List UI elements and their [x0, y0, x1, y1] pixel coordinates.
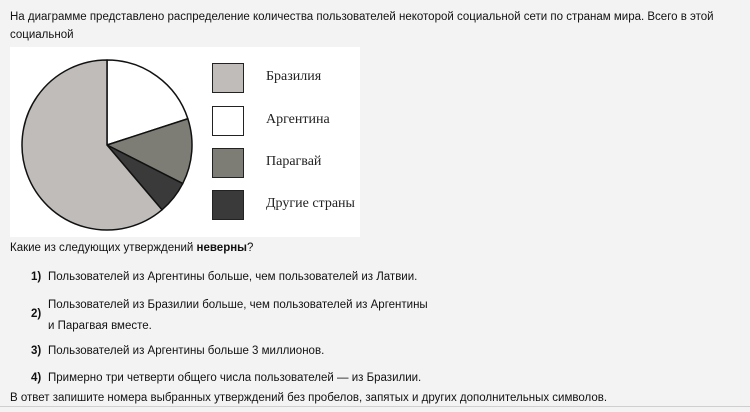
- option-4-number: 4): [31, 372, 42, 384]
- legend-label-paraguay: Парагвай: [266, 154, 322, 169]
- question-prefix: Какие из следующих утверждений: [10, 242, 197, 254]
- option-4-line-1: Примерно три четверти общего числа пользователей — из Бразилии.: [48, 372, 422, 384]
- intro-line-1: На диаграмме представлено распределение количества пользователей некоторой социальной сети по странам мира. Всего в этой социальной: [10, 11, 714, 41]
- legend-swatch-other: [212, 190, 244, 220]
- legend-swatch-paraguay: [212, 148, 244, 178]
- legend-swatch-argentina: [212, 106, 244, 136]
- option-1-text: [48, 268, 428, 286]
- option-4-text: [48, 369, 428, 387]
- legend-label-argentina: Аргентина: [266, 112, 330, 127]
- option-1-line-1: Пользователей из Аргентины больше, чем пользователей из Латвии.: [48, 271, 418, 283]
- pie-chart: [10, 47, 210, 237]
- pie-chart-figure: [10, 47, 360, 237]
- option-3-number: 3): [31, 345, 42, 357]
- question-text: [10, 242, 253, 254]
- option-1-number: 1): [31, 271, 42, 283]
- legend-label-other: Другие страны: [266, 196, 355, 211]
- option-2-line-1: Пользователей из Бразилии больше, чем пользователей из Аргентины: [48, 299, 428, 311]
- answer-instructions: В ответ запишите номера выбранных утверждений без пробелов, запятых и других дополнительных символов.: [10, 392, 608, 404]
- option-2-line-2: и Парагвая вместе.: [48, 320, 152, 332]
- legend-label-brazil: Бразилия: [266, 69, 322, 84]
- option-3-text: [48, 342, 428, 360]
- legend-swatch-brazil: [212, 63, 244, 93]
- question-suffix: ?: [247, 242, 254, 254]
- option-2-number: 2): [31, 308, 42, 320]
- divider: [0, 406, 750, 407]
- option-2-text: [48, 296, 428, 335]
- option-3-line-1: Пользователей из Аргентины больше 3 миллионов.: [48, 345, 325, 357]
- question-bold: неверны: [196, 242, 247, 254]
